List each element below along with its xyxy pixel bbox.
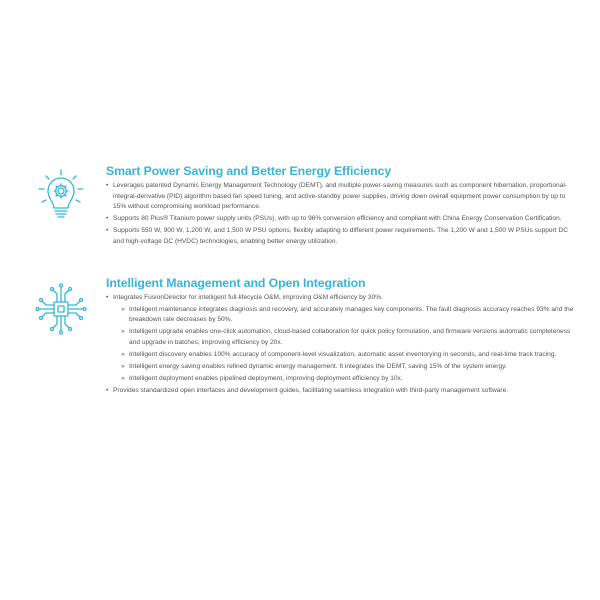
sub-list-item: » Intelligent energy saving enables refined dynamic energy management. It integrates the DEMT, saving 15% of the system energy.: [113, 362, 576, 373]
sub-list-item: » Intelligent maintenance integrates diagnosis and recovery, and accurately manages key components. The fault diagnosis accuracy reaches 93% and the breakdown rate decreases by 50%.: [113, 305, 576, 326]
sub-bullet-list: [113, 305, 576, 385]
circuit-chip-icon: [34, 282, 88, 336]
section-title: Smart Power Saving and Better Energy Efficiency: [106, 164, 392, 178]
section-title: Intelligent Management and Open Integration: [106, 276, 366, 290]
sub-list-item: » Intelligent deployment enables pipelined deployment, improving deployment efficiency by 10x.: [113, 374, 576, 385]
sub-list-item: » Intelligent upgrade enables one-click automation, cloud-based collaboration for quick policy formulation, and firmware versions automatic completeness and upgrade in batches, improving efficiency by 20x.: [113, 327, 576, 348]
list-item-text: Integrates FusionDirector for intelligent full-lifecycle O&M, improving O&M efficiency by 30%.: [113, 294, 383, 301]
list-item: • Provides standardized open interfaces and development guides, facilitating seamless integration with third-party management software.: [106, 386, 576, 397]
list-item: • Leverages patented Dynamic Energy Management Technology (DEMT), and multiple power-saving measures such as component hibernation, proportional-integral-derivative (PID) algorithm based fan speed tuning, and active-standby power supplies, driving down overall equipment power consumption by up to 15% without compromising workload performance.: [106, 181, 576, 213]
bullet-list: [106, 293, 576, 397]
list-item: [106, 293, 576, 385]
sub-list-item: » Intelligent discovery enables 100% accuracy of component-level visualization, automatic asset inventorying in seconds, and real-time track tracing.: [113, 350, 576, 361]
list-item: • Supports 550 W, 900 W, 1,200 W, and 1,500 W PSU options, flexibly adapting to different power requirements. The 1,200 W and 1,500 W PSUs support DC and high-voltage DC (HVDC) technologies, enabling better energy utilization.: [106, 226, 576, 247]
bullet-list: [106, 181, 576, 248]
list-item: • Supports 80 Plus® Titanium power supply units (PSUs), with up to 96% conversion efficiency and compliant with China Energy Conservation Certification.: [106, 214, 576, 225]
lightbulb-gear-icon: [34, 168, 88, 222]
